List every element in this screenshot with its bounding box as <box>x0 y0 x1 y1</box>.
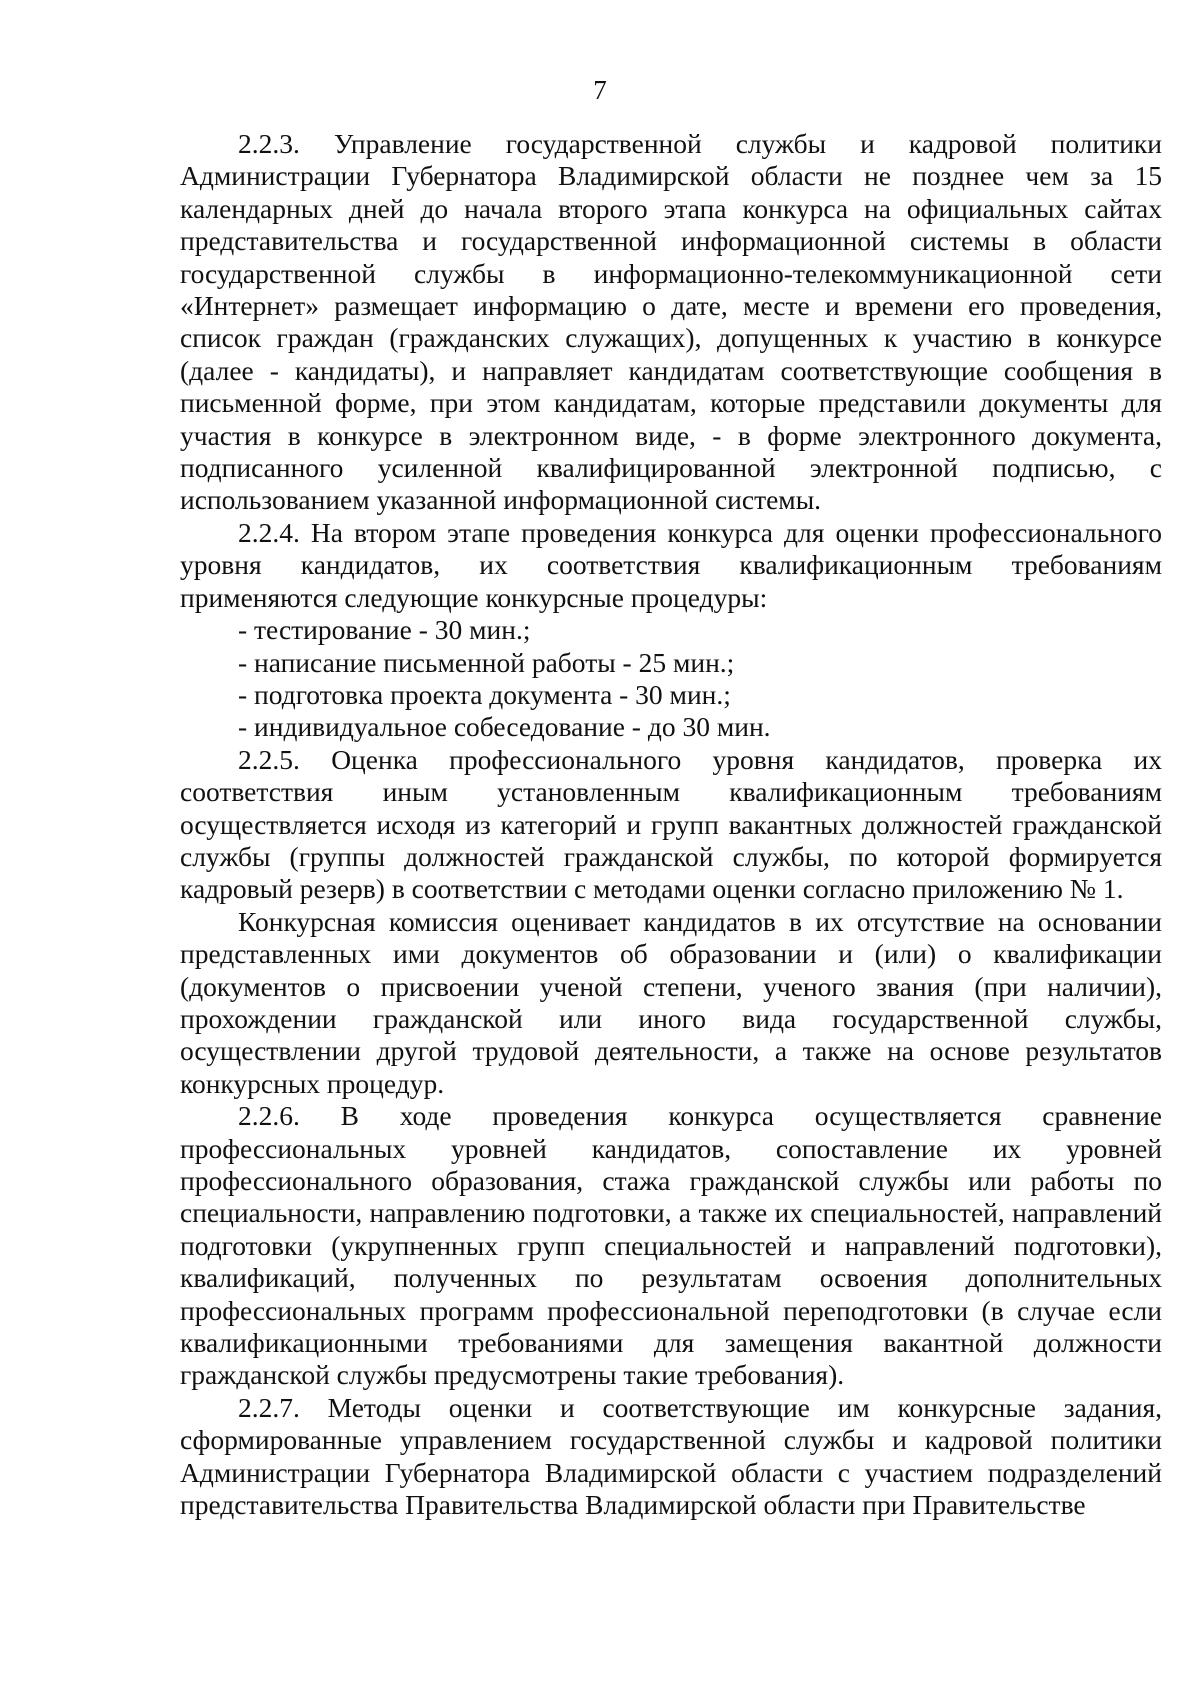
procedure-item-written-work: - написание письменной работы - 25 мин.; <box>238 646 735 678</box>
paragraph-2-2-4: 2.2.4. На втором этапе проведения конкурса для оценки профессионального уровня кандидатов, их соответствия квалификационным требованиям применяются следующие конкурсные процедуры: <box>180 516 1162 613</box>
paragraph-2-2-6: 2.2.6. В ходе проведения конкурса осуществляется сравнение профессиональных уровней кандидатов, сопоставление их уровней профессионального образования, стажа гражданской службы или работы по специальности, направлению подготовки, а также их специальностей, направлений подготовки (укрупненных групп специальностей и направлений подготовки), квалификаций, полученных по результатам освоения дополнительных профессиональных программ профессиональной переподготовки (в случае если квалификационными требованиями для замещения вакантной должности гражданской службы предусмотрены такие требования). <box>180 1100 1162 1391</box>
page-number: 7 <box>593 75 607 105</box>
procedure-item-document-draft: - подготовка проекта документа - 30 мин.; <box>238 678 731 710</box>
procedure-item-interview: - индивидуальное собеседование - до 30 мин. <box>238 711 771 743</box>
paragraph-2-2-3: 2.2.3. Управление государственной службы и кадровой политики Администрации Губернатора Владимирской области не позднее чем за 15 календарных дней до начала второго этапа конкурса на официальных сайтах представительства и государственной информационной системы в области государственной службы в информационно-телекоммуникационной сети «Интернет» размещает информацию о дате, месте и времени его проведения, список граждан (гражданских служащих), допущенных к участию в конкурсе (далее - кандидаты), и направляет кандидатам соответствующие сообщения в письменной форме, при этом кандидатам, которые представили документы для участия в конкурсе в электронном виде, - в форме электронного документа, подписанного усиленной квалифицированной электронной подписью, с использованием указанной информационной системы. <box>180 128 1162 516</box>
procedure-item-testing: - тестирование - 30 мин.; <box>238 614 531 646</box>
document-body <box>180 128 1162 1521</box>
paragraph-2-2-5: 2.2.5. Оценка профессионального уровня кандидатов, проверка их соответствия иным установленным квалификационным требованиям осуществляется исходя из категорий и групп вакантных должностей гражданской службы (группы должностей гражданской службы, по которой формируется кадровый резерв) в соответствии с методами оценки согласно приложению № 1. <box>180 743 1162 905</box>
paragraph-commission-evaluation: Конкурсная комиссия оценивает кандидатов в их отсутствие на основании представленных ими документов об образовании и (или) о квалификации (документов о присвоении ученой степени, ученого звания (при наличии), прохождении гражданской или иного вида государственной службы, осуществлении другой трудовой деятельности, а также на основе результатов конкурсных процедур. <box>180 905 1162 1099</box>
paragraph-2-2-7: 2.2.7. Методы оценки и соответствующие им конкурсные задания, сформированные управлением государственной службы и кадровой политики Администрации Губернатора Владимирской области с участием подразделений представительства Правительства Владимирской области при Правительстве <box>180 1391 1162 1521</box>
